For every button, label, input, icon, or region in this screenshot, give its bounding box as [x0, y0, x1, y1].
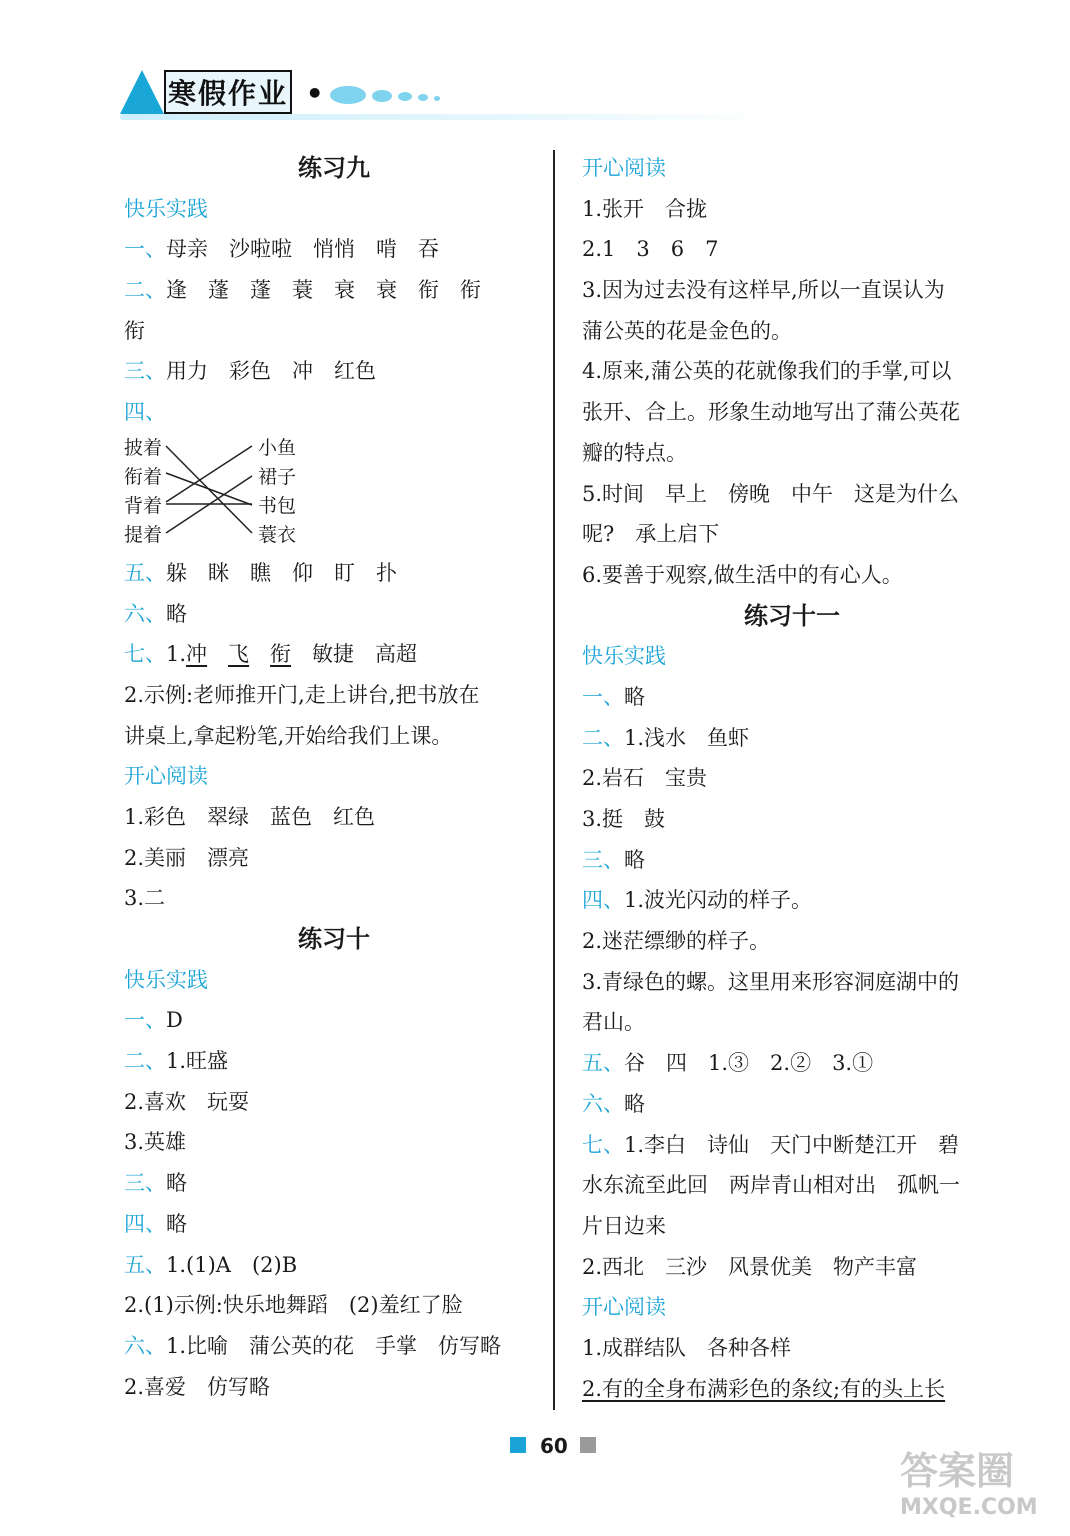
answer-line: 一、母亲 沙啦啦 悄悄 啃 吞: [124, 237, 439, 262]
blue-square-icon: [510, 1437, 526, 1453]
answer-line: 2.岩石 宝贵: [582, 766, 708, 791]
answer-line: 3.青绿色的螺。这里用来形容洞庭湖中的: [582, 969, 960, 994]
answer-line: 1.彩色 翠绿 蓝色 红色: [124, 804, 376, 829]
subsection-heading: 开心阅读: [124, 764, 208, 789]
answer-line: 三、用力 彩色 冲 红色: [124, 359, 376, 384]
match-right-item: 蓑衣: [258, 523, 297, 546]
answer-line: 5.时间 早上 傍晚 中午 这是为什么: [582, 481, 960, 506]
answer-line: 四、1.波光闪动的样子。: [582, 888, 813, 913]
answer-line: 四、略: [124, 1211, 187, 1236]
column-divider: [553, 150, 555, 1410]
answer-line: 六、1.比喻 蒲公英的花 手掌 仿写略: [124, 1333, 502, 1358]
answer-line: 张开、合上。形象生动地写出了蒲公英花: [582, 400, 960, 425]
left-column: [124, 148, 544, 1407]
answer-line: 3.二: [124, 886, 166, 911]
answer-line: 六、略: [124, 601, 187, 626]
answer-line: 1.成群结队 各种各样: [582, 1335, 792, 1360]
answer-line: 3.挺 鼓: [582, 807, 666, 831]
gray-square-icon: [580, 1437, 596, 1453]
answer-line: 六、略: [582, 1091, 645, 1116]
section-title: 练习十一: [744, 601, 840, 630]
match-right-item: 书包: [258, 494, 297, 517]
answer-line: 三、略: [582, 847, 645, 872]
answer-line: 4.原来,蒲公英的花就像我们的手掌,可以: [582, 359, 952, 384]
answer-line: 二、1.浅水 鱼虾: [582, 725, 750, 750]
answer-line: 讲桌上,拿起粉笔,开始给我们上课。: [124, 723, 453, 748]
match-right-item: 小鱼: [258, 436, 297, 459]
answer-line: 2.有的全身布满彩色的条纹;有的头上长: [582, 1376, 946, 1401]
section-title: 练习九: [298, 154, 370, 182]
answer-line: 2.喜欢 玩耍: [124, 1089, 250, 1114]
match-left-item: 披着: [124, 436, 163, 459]
answer-line: 瓣的特点。: [582, 440, 687, 465]
answer-line: 七、1.冲 飞 衔 敏捷 高超: [124, 642, 418, 667]
right-column: [582, 148, 1002, 1409]
header-rule: [120, 114, 780, 120]
answer-line: 五、1.(1)A (2)B: [124, 1252, 298, 1277]
answer-line: 四、: [124, 400, 166, 425]
sail-logo-icon: [120, 70, 164, 114]
answer-line: 片日边来: [582, 1213, 666, 1238]
match-right-item: 裙子: [258, 465, 297, 488]
answer-line: 1.张开 合拢: [582, 196, 708, 221]
answer-line: 衔: [124, 318, 145, 343]
answer-line: 2.迷茫缥缈的样子。: [582, 929, 771, 954]
answer-line: 3.因为过去没有这样早,所以一直误认为: [582, 278, 945, 303]
match-left-item: 提着: [124, 523, 163, 546]
answer-line: 水东流至此回 两岸青山相对出 孤帆一: [582, 1173, 960, 1198]
watermark: 答案圈 MXQE.COM: [900, 1449, 1038, 1520]
answer-line: 2.西北 三沙 风景优美 物产丰富: [582, 1254, 918, 1279]
subsection-heading: 快乐实践: [124, 196, 208, 221]
answer-line: 6.要善于观察,做生活中的有心人。: [582, 562, 903, 587]
answer-line: 五、躲 眯 瞧 仰 盯 扑: [124, 560, 397, 585]
answer-line: 2.1 3 6 7: [582, 237, 719, 262]
answer-line: 三、略: [124, 1171, 187, 1196]
answer-line: 二、1.旺盛: [124, 1049, 229, 1074]
page-header: [120, 62, 780, 132]
answer-line: 2.喜爱 仿写略: [124, 1374, 271, 1399]
answer-line: 呢? 承上启下: [582, 522, 720, 547]
page-number: 60: [540, 1434, 568, 1458]
subsection-heading: 快乐实践: [124, 967, 208, 992]
answer-line: 3.英雄: [124, 1130, 187, 1155]
answer-line: 2.示例:老师推开门,走上讲台,把书放在: [124, 682, 480, 707]
subsection-heading: 快乐实践: [582, 644, 666, 669]
matching-exercise: [124, 433, 544, 553]
answer-line: 五、谷 四 1.③ 2.② 3.①: [582, 1051, 874, 1076]
answer-line: 二、逢 蓬 蓬 蓑 衰 衰 衔 衔: [124, 278, 481, 303]
answer-line: 君山。: [582, 1010, 645, 1035]
match-left-item: 背着: [124, 494, 163, 517]
match-left-item: 衔着: [124, 465, 163, 488]
answer-line: 2.美丽 漂亮: [124, 845, 250, 870]
matching-lines: [124, 433, 264, 553]
answer-line: 蒲公英的花是金色的。: [582, 318, 792, 343]
answer-line: 七、1.李白 诗仙 天门中断楚江开 碧: [582, 1132, 960, 1157]
answer-line: 一、D: [124, 1008, 183, 1033]
answer-line: 2.(1)示例:快乐地舞蹈 (2)羞红了脸: [124, 1293, 463, 1318]
header-title: 寒假作业 •: [164, 70, 326, 114]
subsection-heading: 开心阅读: [582, 156, 666, 180]
answer-line: 一、略: [582, 684, 645, 709]
section-title: 练习十: [298, 925, 370, 953]
subsection-heading: 开心阅读: [582, 1295, 666, 1320]
